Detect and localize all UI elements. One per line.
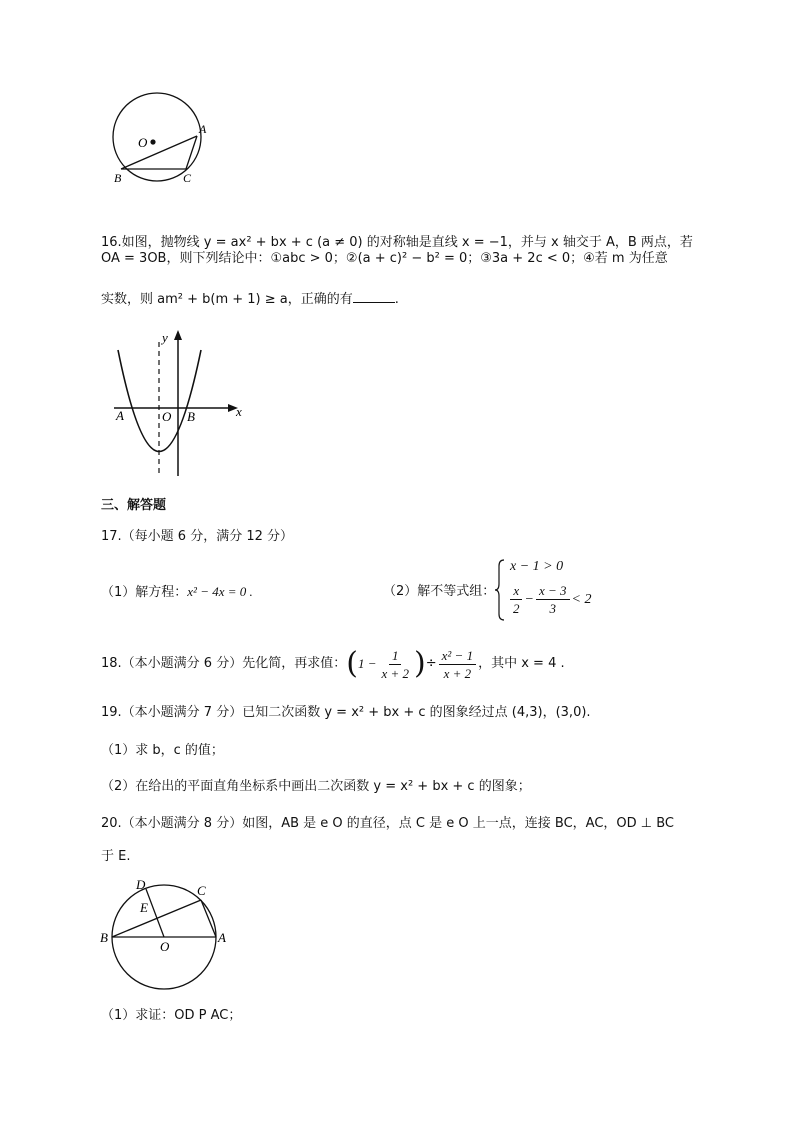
left-brace (494, 558, 506, 622)
q17-part1 (101, 583, 253, 602)
label-o: O (160, 939, 170, 954)
answer-blank[interactable] (353, 290, 395, 303)
label-o: O (138, 135, 148, 150)
section-title: 三、解答题 (101, 498, 167, 513)
q16-line3 (101, 290, 399, 309)
label-o: O (162, 409, 172, 424)
q19-line1: 19.（本小题满分 7 分）已知二次函数 y = x² + bx + c 的图象经过点 (4,3)，(3,0). (101, 705, 591, 720)
label-e: E (140, 900, 148, 915)
figure-parabola (110, 328, 250, 478)
label-b: B (100, 930, 108, 945)
figure-circle-abc (100, 92, 220, 188)
q20-p1: （1）求证：OD P AC； (101, 1008, 242, 1023)
q18-tail: ，其中 x = 4 . (478, 656, 565, 671)
ineq2-frac2: $\frac{x - 3}{3}$ (536, 582, 570, 617)
q17-head: 17.（每小题 6 分，满分 12 分） (101, 529, 294, 544)
ineq1: x − 1 > 0 (510, 559, 564, 574)
chord-ca (201, 900, 216, 937)
q18-head: 18.（本小题满分 6 分）先化简，再求值： (101, 656, 347, 671)
label-c: C (183, 171, 192, 185)
ineq2-rhs: < 2 (571, 591, 592, 607)
label-x: x (236, 404, 242, 419)
chord-ba (121, 136, 197, 169)
center-dot (150, 139, 155, 144)
q19-p1: （1）求 b，c 的值； (101, 743, 224, 758)
circle-outline (113, 93, 201, 181)
q17-part1-eq: x² − 4x = 0 . (187, 584, 253, 599)
q18-frac2: $\frac{\text{x² − 1}}{x + 2}$ (439, 647, 476, 682)
q18: 18.（本小题满分 6 分）先化简，再求值： ( 1 − $\frac{1}{x + 2}$ ) ÷ $\frac{\text{x² − 1}}{x + 2}$ ，其中 x = 4 . (101, 646, 565, 681)
label-y: y (162, 330, 168, 345)
ineq2-minus: − (524, 591, 534, 607)
figure-circle-abcde (98, 872, 238, 992)
q16-line2-text: OA = 3OB，则下列结论中：①abc > 0；②(a + c)² − b² = 0；③3a + 2c < 0；④若 m 为任意 (101, 251, 668, 266)
y-axis-arrow (174, 330, 182, 340)
label-c: C (197, 883, 206, 898)
q20-line1: 20.（本小题满分 8 分）如图，AB 是 e O 的直径，点 C 是 e O 上一点，连接 BC，AC，OD ⊥ BC (101, 816, 674, 831)
q17-part1-label: （1）解方程： (101, 585, 188, 600)
label-b: B (114, 171, 122, 185)
q18-div: ÷ (425, 656, 437, 671)
ineq2 (508, 582, 591, 617)
segment-od (146, 889, 164, 937)
label-b: B (187, 409, 195, 424)
q16-line1: 16.如图，抛物线 y = ax² + bx + c (a ≠ 0) 的对称轴是直线 x = −1，并与 x 轴交于 A，B 两点，若 (101, 235, 693, 250)
q19-p2: （2）在给出的平面直角坐标系中画出二次函数 y = x² + bx + c 的图象； (101, 779, 531, 794)
label-a: A (116, 408, 124, 423)
label-a: A (218, 930, 226, 945)
q16-line3-pre: 实数，则 am² + b(m + 1) ≥ a，正确的有 (101, 292, 353, 307)
q18-frac1: $\frac{1}{x + 2}$ (381, 647, 410, 681)
label-d: D (136, 877, 146, 892)
label-a: A (199, 122, 207, 136)
q18-one-minus: 1 − (357, 656, 377, 671)
ineq2-frac1: $\frac{x}{2}$ (510, 582, 523, 617)
inequality-system (494, 558, 604, 622)
q16-line3-post: . (394, 292, 399, 307)
q20-line2: 于 E. (101, 849, 131, 864)
q17-part2-label: （2）解不等式组： (383, 584, 496, 599)
